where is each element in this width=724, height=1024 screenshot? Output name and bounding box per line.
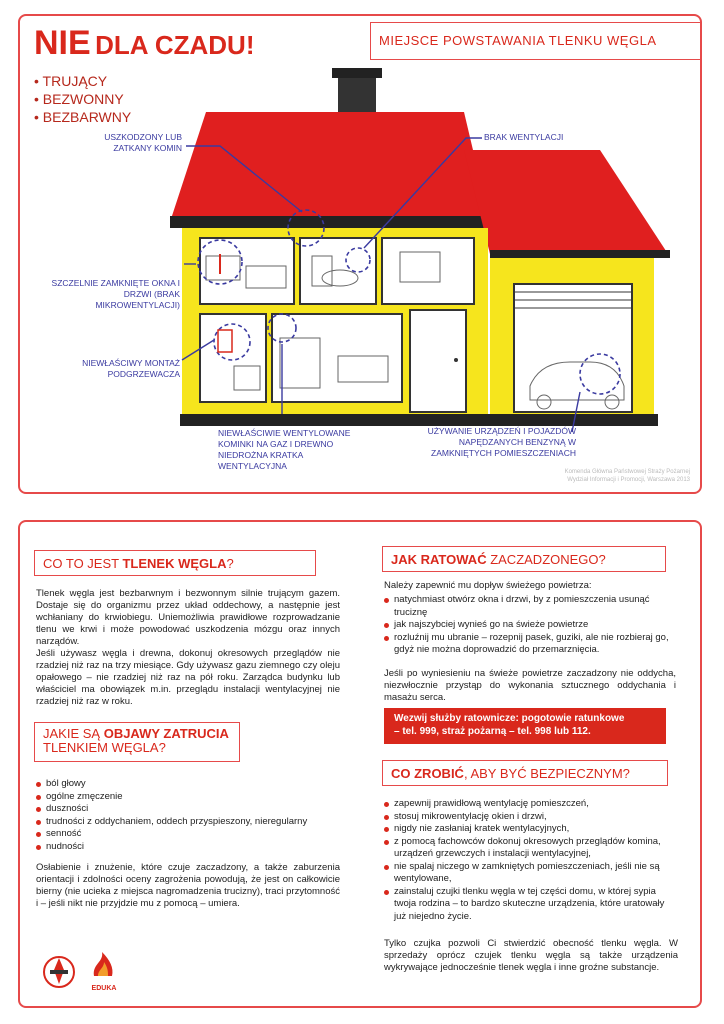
list-item: zapewnij prawidłową wentylację pomieszczeń, [384, 798, 678, 811]
label-windows: SZCZELNIE ZAMKNIĘTE OKNA I DRZWI (BRAK MIKROWENTYLACJI) [51, 278, 180, 310]
infographic-panel [18, 14, 702, 494]
list-item: senność [36, 828, 346, 841]
list-item: z pomocą fachowców dokonuj okresowych przeglądów komina, urządzeń grzewczych i instalacji wentylacyjnej, [384, 836, 678, 861]
rescue-followup: Jeśli po wyniesieniu na świeże powietrze zaczadzony nie oddycha, niezwłocznie przystąp do wykonania sztucznego oddychania i masażu serca. [384, 668, 676, 703]
safety-list [384, 798, 678, 923]
safety-footer-text: Tylko czujka pozwoli Ci stwierdzić obecność tlenku węgla. W sprzedaży oprócz czujek tlenku węgla są także urządzenia wykrywające jednocześnie tlenek węgla i inne groźne substancje. [384, 938, 678, 973]
list-item: trudności z oddychaniem, oddech przyspieszony, nieregularny [36, 816, 346, 829]
list-item: ból głowy [36, 778, 346, 791]
page-title: NIE DLA CZADU! [34, 24, 255, 62]
house-illustration [20, 16, 704, 496]
rescue-intro: Należy zapewnić mu dopływ świeżego powietrza: [384, 580, 592, 591]
label-fireplace: NIEWŁAŚCIWIE WENTYLOWANE KOMINKI NA GAZ I DREWNO NIEDROŻNA KRATKA WENTYLACYJNA [218, 428, 351, 471]
garage-roof [464, 150, 668, 254]
section-heading-rescue: JAK RATOWAĆ ZACZADZONEGO? [382, 546, 666, 572]
list-item: zainstaluj czujki tlenku węgla w tej części domu, w której sypia twoja rodzina – to bardzo skuteczne urządzenia, które uratowały już niejedno życie. [384, 886, 678, 924]
fire-brigade-logo [42, 952, 76, 995]
symptom-list [36, 778, 346, 853]
eduka-logo: EDUKA [84, 950, 124, 992]
list-item: rozluźnij mu ubranie – rozepnij pasek, guziki, ale nie rozbieraj go, gdyż nie można doprowadzić do przemarznięcia. [384, 632, 676, 657]
subtitle-box: MIEJSCE POWSTAWANIA TLENKU WĘGLA [370, 22, 700, 60]
label-chimney: USZKODZONY LUB ZATKANY KOMIN [104, 132, 182, 153]
list-item: stosuj mikrowentylację okien i drzwi, [384, 811, 678, 824]
info-panel [18, 520, 702, 1008]
section-heading-safety: CO ZROBIĆ, ABY BYĆ BEZPIECZNYM? [382, 760, 668, 786]
list-item: nie spalaj niczego w zamkniętych pomieszczeniach, jeśli nie są wentylowane, [384, 861, 678, 886]
garage-door [514, 284, 632, 412]
what-is-co-text: Tlenek węgla jest bezbarwnym i bezwonnym silnie trującym gazem. Dostaje się do organizmu przez układ oddechowy, a następnie jest wchłaniany do krwiobiegu. Uniemożliwia prawidłowe rozprowadzanie tlenu we krwi i może powodować uszkodzenia mózgu oraz innych narządów. Jeśli używasz węgla i drewna, dokonuj okresowych przeglądów nie rzadziej niż raz na trzy miesiące. Gdy używasz gazu ziemnego czy oleju opałowego – nie rzadziej niż raz na pół roku. Zarządca budynku lub właściciel ma obowiązek m.in. przeglądu instalacji wentylacyjnej nie rzadziej niż raz w roku. [36, 588, 340, 707]
main-roof [170, 112, 490, 222]
emergency-numbers-banner: Wezwij służby ratownicze: pogotowie ratunkowe – tel. 999, straż pożarną – tel. 998 lub 112. [384, 708, 666, 744]
list-item: jak najszybciej wynieś go na świeże powietrze [384, 619, 676, 632]
label-garage: UŻYWANIE URZĄDZEŃ I POJAZDÓW NAPĘDZANYCH BENZYNĄ W ZAMKNIĘTYCH POMIESZCZENIACH [427, 426, 576, 458]
feature-item: • BEZBARWNY [34, 108, 131, 126]
label-ventilation: BRAK WENTYLACJI [484, 132, 564, 142]
label-heater: NIEWŁAŚCIWY MONTAŻ PODGRZEWACZA [82, 358, 180, 379]
symptom-text: Osłabienie i znużenie, które czuje zaczadzony, a także zaburzenia orientacji i zdolności oceny zagrożenia powodują, że jest on całkowicie bierny (nie ucieka z miejsca nagromadzenia trucizny), traci przytomność i – jeśli nikt nie przyjdzie mu z pomocą – umiera. [36, 862, 340, 909]
list-item: nigdy nie zasłaniaj kratek wentylacyjnych, [384, 823, 678, 836]
feature-item: • BEZWONNY [34, 90, 131, 108]
rescue-list [384, 594, 676, 657]
list-item: ogólne zmęczenie [36, 791, 346, 804]
feature-item: • TRUJĄCY [34, 72, 131, 90]
section-heading-what-is-co: CO TO JEST TLENEK WĘGLA? [34, 550, 316, 576]
list-item: duszności [36, 803, 346, 816]
list-item: natychmiast otwórz okna i drzwi, by z pomieszczenia usunąć truciznę [384, 594, 676, 619]
section-heading-symptoms: JAKIE SĄ OBJAWY ZATRUCIA TLENKIEM WĘGLA? [34, 722, 240, 762]
list-item: nudności [36, 841, 346, 854]
credit-text: Komenda Główna Państwowej Straży Pożarnej Wydział Informacji i Promocji, Warszawa 2013 [564, 469, 690, 483]
